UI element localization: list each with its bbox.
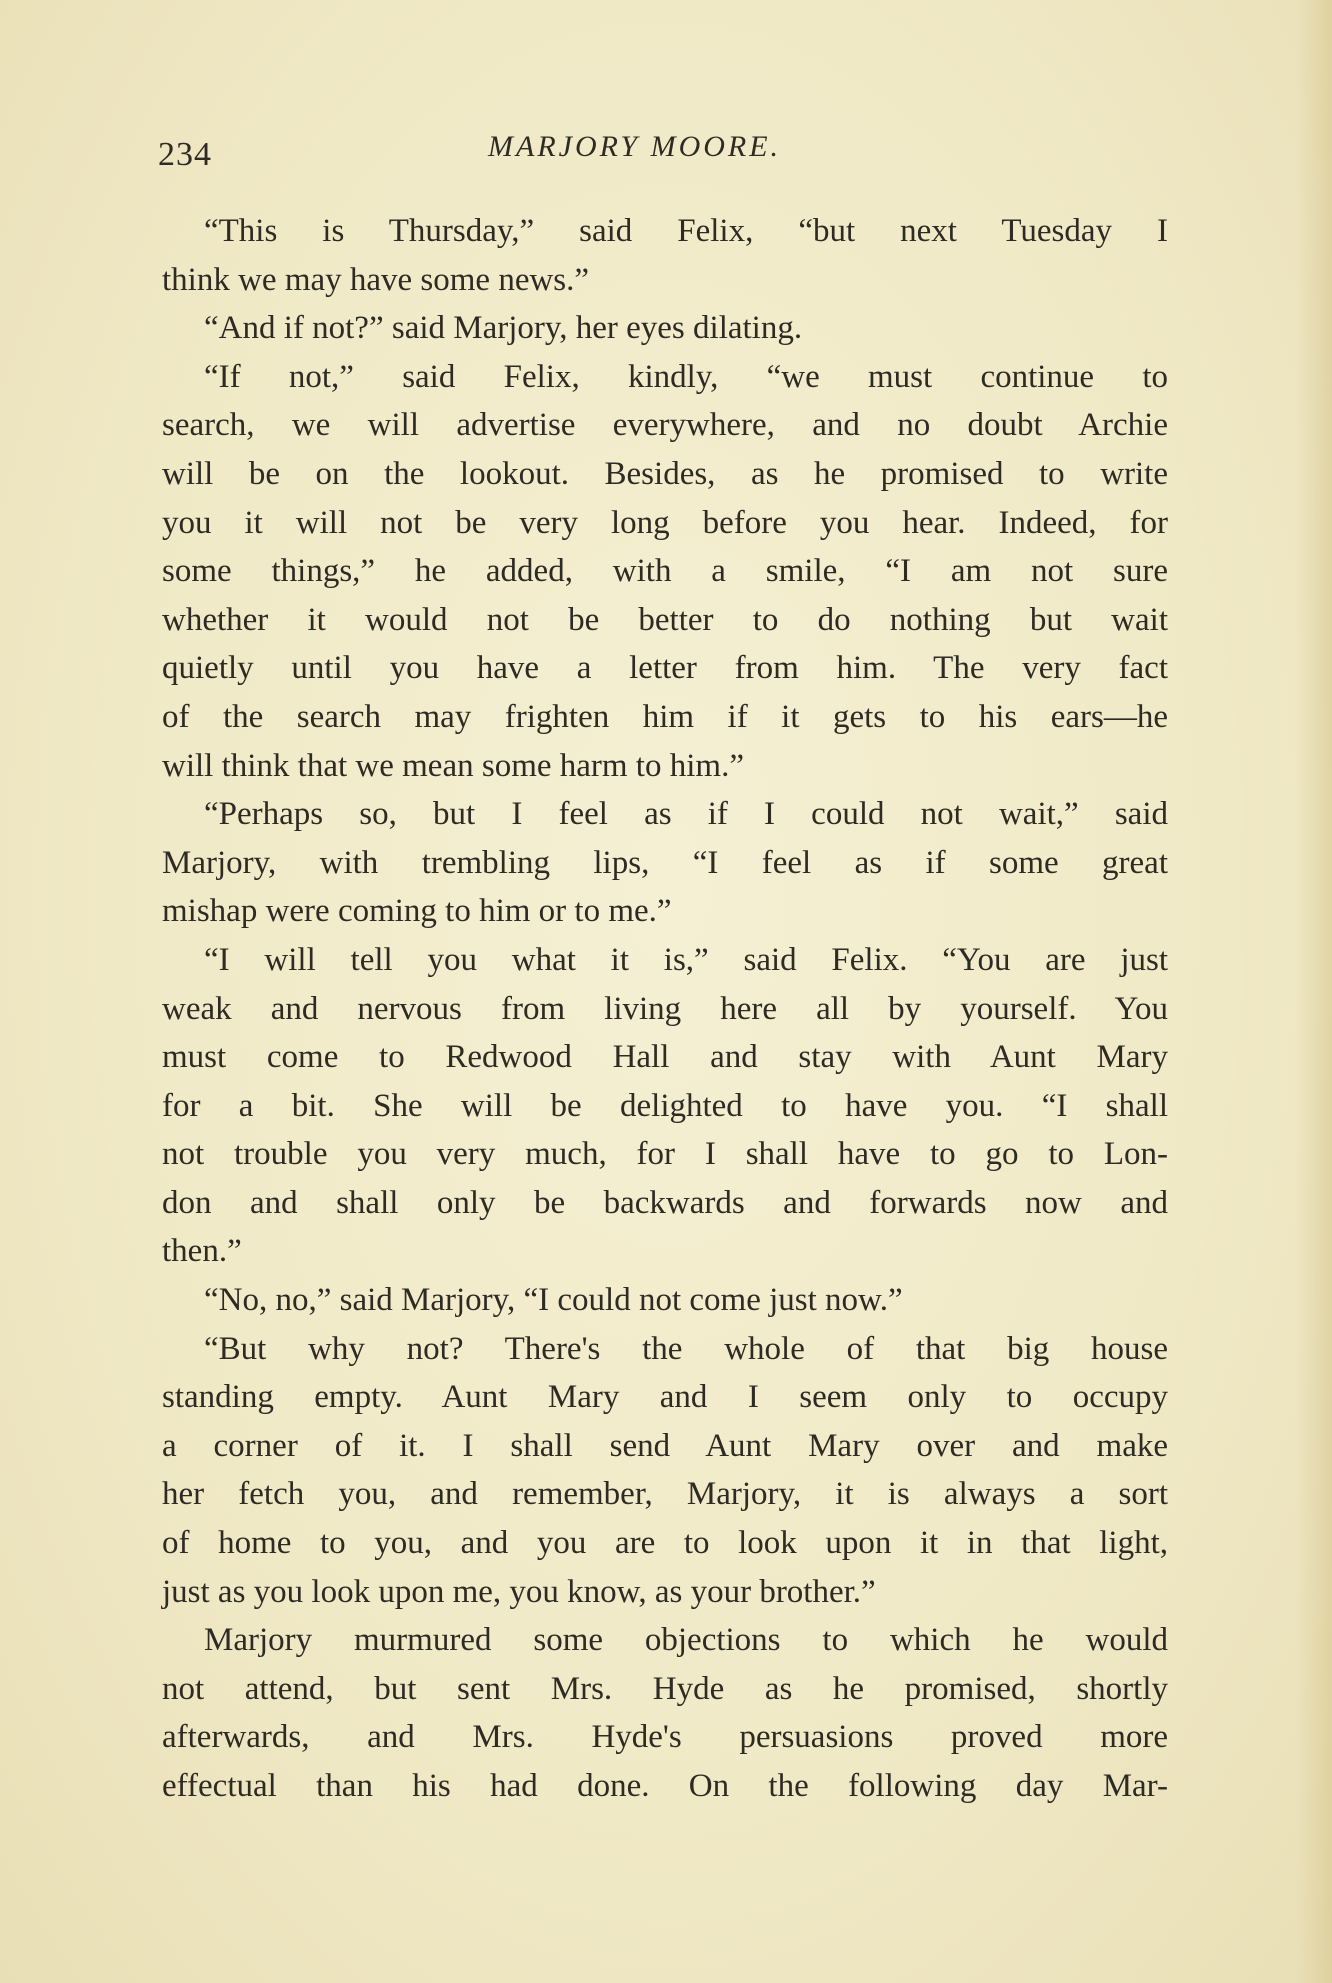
text-line: “If not,” said Felix, kindly, “we must continue to (204, 358, 1168, 395)
text-line: will be on the lookout. Besides, as he promised to write (162, 455, 1168, 492)
text-line: some things,” he added, with a smile, “I am not sure (162, 553, 1168, 590)
text-line: quietly until you have a letter from him. The very fact (162, 650, 1168, 687)
page-number: 234 (158, 136, 212, 173)
text-line: of home to you, and you are to look upon it in that light, (162, 1525, 1168, 1562)
text-line: not trouble you very much, for I shall have to go to Lon- (162, 1136, 1168, 1173)
text-line: whether it would not be better to do nothing but wait (162, 601, 1168, 638)
text-line: you it will not be very long before you hear. Indeed, for (162, 504, 1168, 541)
text-line: “I will tell you what it is,” said Felix. “You are just (204, 941, 1168, 978)
running-head (158, 126, 1168, 176)
body-text (162, 207, 1168, 1811)
text-line: Marjory murmured some objections to which he would (204, 1622, 1168, 1659)
text-line: “Perhaps so, but I feel as if I could not wait,” said (204, 796, 1168, 833)
text-line: for a bit. She will be delighted to have you. “I shall (162, 1087, 1168, 1124)
text-line: don and shall only be backwards and forwards now and (162, 1184, 1168, 1221)
text-line: “But why not? There's the whole of that big house (204, 1330, 1168, 1367)
text-line: mishap were coming to him or to me.” (162, 893, 672, 930)
text-line: must come to Redwood Hall and stay with Aunt Mary (162, 1039, 1168, 1076)
text-line: standing empty. Aunt Mary and I seem only to occupy (162, 1379, 1168, 1416)
text-line: just as you look upon me, you know, as your brother.” (162, 1573, 876, 1610)
text-line: Marjory, with trembling lips, “I feel as if some great (162, 844, 1168, 881)
text-line: think we may have some news.” (162, 261, 590, 298)
text-line: “This is Thursday,” said Felix, “but next Tuesday I (204, 213, 1168, 249)
text-line: not attend, but sent Mrs. Hyde as he promised, shortly (162, 1670, 1168, 1707)
text-line: a corner of it. I shall send Aunt Mary over and make (162, 1427, 1168, 1464)
text-line: weak and nervous from living here all by yourself. You (162, 990, 1168, 1027)
text-line: will think that we mean some harm to him.” (162, 747, 744, 784)
text-line: “And if not?” said Marjory, her eyes dilating. (204, 310, 803, 347)
text-line: of the search may frighten him if it gets to his ears—he (162, 698, 1168, 735)
running-title: MARJORY MOORE. (488, 130, 782, 163)
text-line: effectual than his had done. On the following day Mar- (162, 1768, 1168, 1804)
text-line: search, we will advertise everywhere, and no doubt Archie (162, 407, 1168, 444)
page-edge-shadow (1296, 0, 1332, 1983)
text-line: afterwards, and Mrs. Hyde's persuasions proved more (162, 1719, 1168, 1756)
text-line: her fetch you, and remember, Marjory, it is always a sort (162, 1476, 1168, 1513)
text-line: then.” (162, 1233, 242, 1270)
text-line: “No, no,” said Marjory, “I could not come just now.” (204, 1282, 903, 1319)
